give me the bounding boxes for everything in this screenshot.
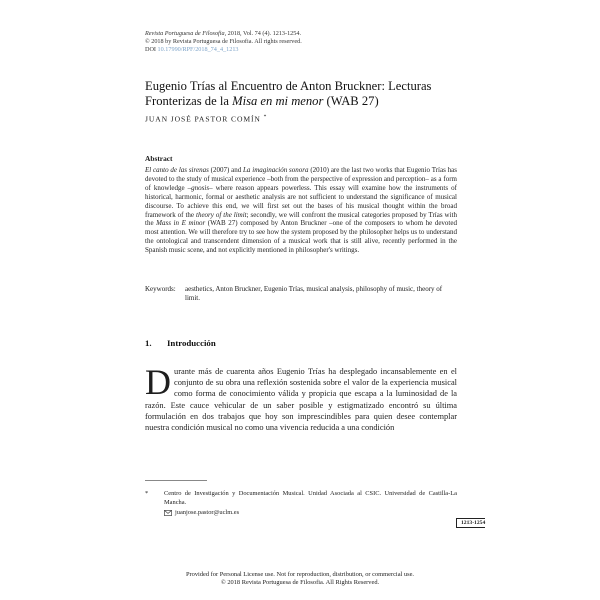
license-footer — [100, 571, 500, 587]
doi-line — [145, 46, 475, 54]
title-part1: Eugenio Trías al Encuentro de Anton Bruckner: Lecturas Fronterizas de la — [145, 79, 432, 108]
copyright-line: © 2018 by Revista Portuguesa de Filosofia. All rights reserved. — [145, 38, 302, 46]
abstract-seg10: (WAB 27) composed by Anton Bruckner –one of the composers to whom he devoted most attention. We will therefore try to see how the system proposed by the philosopher helps us to understand the ontological and transcendent dimension of a musical work that is still alive, recently performed in the Spanish music scene, and not explicitly mentioned in philosopher's writings. — [145, 219, 457, 255]
body-paragraph — [145, 362, 457, 433]
keywords-text: aesthetics, Anton Bruckner, Eugenio Trías, musical analysis, philosophy of music, theory of limit. — [185, 285, 443, 302]
keywords — [145, 285, 457, 303]
footer-line2: © 2018 Revista Portuguesa de Filosofia. All Rights Reserved. — [220, 579, 380, 587]
section-heading — [145, 338, 216, 348]
footnote-body — [164, 490, 457, 517]
section-title: Introducción — [167, 338, 216, 348]
abstract-seg4: (2010) are the last two works that Eugenio Trías has devoted to the study of musical experience –both from the perspective of expression and perception– as a form of knowledge – — [145, 166, 457, 192]
journal-name: Revista Portuguesa de Filosofia — [145, 30, 225, 37]
abstract-seg5: gnosis — [191, 183, 210, 192]
footnote — [145, 490, 457, 517]
citation-line — [145, 30, 475, 38]
footnote-institution: Centro de Investigación y Documentación Musical. Unidad Asociada al CSIC. Universidad de Castilla-La Mancha. — [164, 490, 457, 506]
abstract-text — [145, 166, 457, 255]
journal-header — [145, 30, 475, 55]
author-name: JUAN JOSÉ PASTOR COMÍN — [145, 114, 261, 124]
doi-label: DOI — [145, 46, 156, 54]
citation-details: , 2018, Vol. 74 (4). 1213-1254. — [224, 30, 302, 37]
envelope-icon — [164, 510, 172, 516]
abstract-seg7: theory of the limit — [196, 210, 247, 219]
footnote-divider — [145, 480, 207, 481]
title-italic: Misa en mi menor — [232, 93, 324, 108]
abstract-seg9: Mass in E minor — [156, 219, 206, 228]
title-part2: (WAB 27) — [323, 93, 379, 108]
drop-cap: D — [145, 362, 171, 402]
author-line — [145, 114, 465, 124]
author-footnote-mark[interactable]: * — [263, 114, 267, 120]
footnote-email-row — [164, 509, 457, 518]
page-range-tag: 1213-1254 — [456, 518, 485, 528]
author-email[interactable]: juanjose.pastor@uclm.es — [175, 508, 240, 516]
abstract-seg1: El canto de las sirenas — [145, 166, 209, 174]
abstract-seg2: (2007) and — [208, 166, 244, 174]
abstract-seg3: La imaginación sonora — [243, 166, 309, 174]
keywords-label: Keywords: — [145, 285, 176, 293]
doi-link[interactable]: 10.17990/RPF/2018_74_4_1213 — [157, 46, 239, 54]
footnote-mark: * — [145, 490, 149, 497]
abstract-seg8: ; secondly, we will confront the musical categories proposed by Trías with the — [145, 210, 457, 228]
article-title — [145, 79, 465, 108]
abstract-seg6: – where reason appears powerless. This essay will examine how the instruments of historical, harmonic, formal or aesthetic analysis are not sufficient to understand the significance of musical discourse. To achieve this end, we will first set out the bases of his musical thought within the broad framework of the — [145, 183, 457, 219]
section-number: 1. — [145, 338, 152, 348]
abstract-heading: Abstract — [145, 154, 173, 163]
footer-line1: Provided for Personal License use. Not for reproduction, distribution, or commercial use. — [185, 571, 415, 578]
body-text: urante más de cuarenta años Eugenio Trías ha desplegado incansablemente en el conjunto de su obra una reflexión sostenida sobre el valor de la experiencia musical como forma de conocimiento válida y propicia que escapa a la luminosidad de la razón. Este cauce vehicular de un saber posible y estigmatizado encontró su última formulación en dos trabajos que hoy son imprescindibles para quien desee contemplar nuestra condición musical no como una vivencia reducida a una condición — [145, 367, 457, 433]
